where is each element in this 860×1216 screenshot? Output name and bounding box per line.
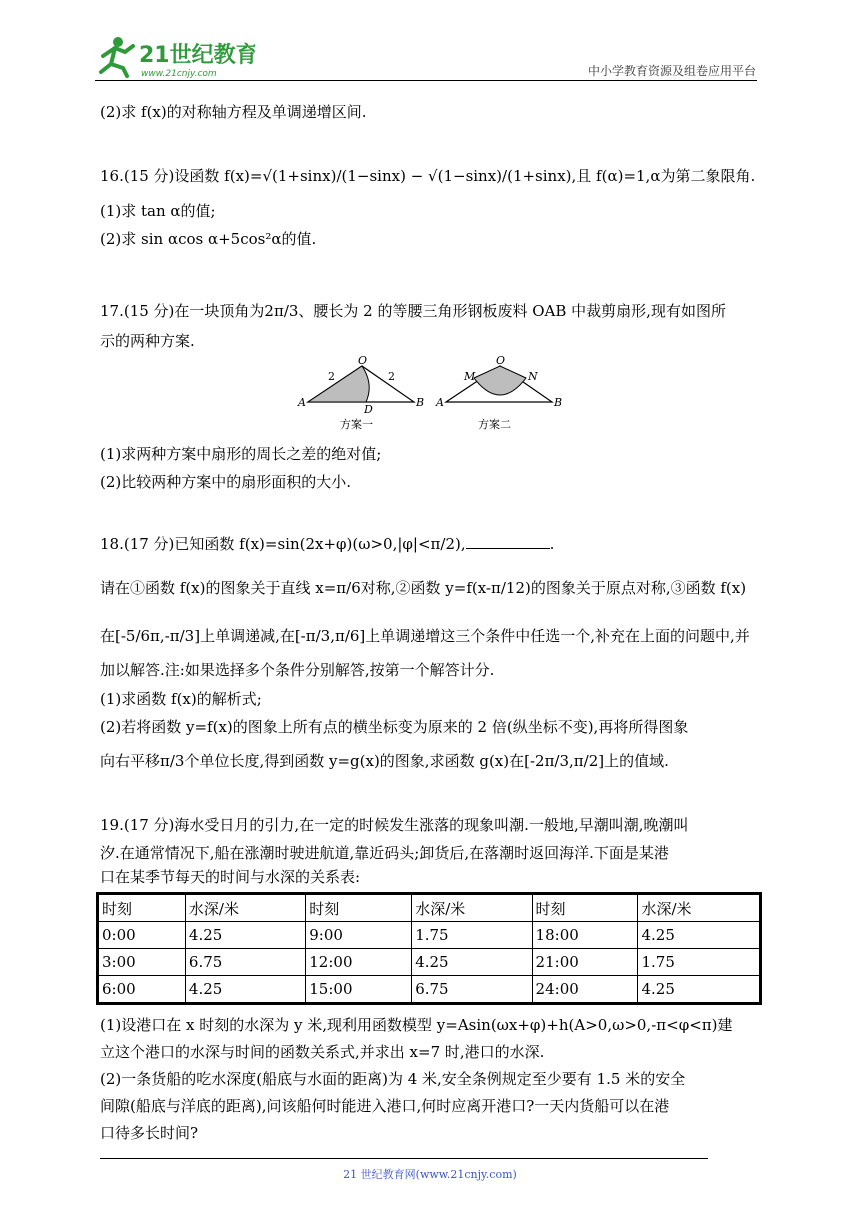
answer-blank bbox=[466, 534, 550, 549]
table-row: 0:00 4.25 9:00 1.75 18:00 4.25 bbox=[98, 922, 761, 949]
plan-two-figure bbox=[435, 356, 562, 431]
q16-stem: 16.(15 分)设函数 f(x)=√(1+sinx)/(1−sinx) − √(1−sinx)/(1+sinx),且 f(α)=1,α为第二象限角. bbox=[100, 167, 756, 185]
svg-text:B: B bbox=[554, 396, 563, 409]
table-row: 3:00 6.75 12:00 4.25 21:00 1.75 bbox=[98, 949, 761, 976]
q17-stem-cont: 示的两种方案. bbox=[100, 332, 195, 350]
q19-part1: (1)设港口在 x 时刻的水深为 y 米,现利用函数模型 y=Asin(ωx+φ)+h(A>0,ω>0,-π<φ<π)建 bbox=[100, 1016, 733, 1034]
q19-part2: (2)一条货船的吃水深度(船底与水面的距离)为 4 米,安全条例规定至少要有 1.5 米的安全 bbox=[100, 1070, 686, 1088]
q15-part2: (2)求 f(x)的对称轴方程及单调递增区间. bbox=[100, 103, 367, 121]
q18-conditions-cont: 在[-5/6π,-π/3]上单调递减,在[-π/3,π/6]上单调递增这三个条件中任选一个,补充在上面的问题中,并 bbox=[100, 627, 750, 645]
site-logo bbox=[95, 34, 255, 80]
logo-url: www.21cnjy.com bbox=[141, 69, 217, 79]
footer-divider bbox=[100, 1158, 708, 1159]
table-row: 时刻 水深/米 时刻 水深/米 时刻 水深/米 bbox=[98, 894, 761, 922]
svg-text:2: 2 bbox=[328, 370, 335, 383]
site-name: 中小学教育资源及组卷应用平台 bbox=[587, 64, 756, 78]
tide-table bbox=[96, 892, 762, 1005]
footer-link[interactable]: 21 世纪教育网(www.21cnjy.com) bbox=[343, 1168, 517, 1181]
header-divider bbox=[95, 80, 757, 81]
table-row: 6:00 4.25 15:00 6.75 24:00 4.25 bbox=[98, 976, 761, 1004]
q18-conditions: 请在①函数 f(x)的图象关于直线 x=π/6对称,②函数 y=f(x-π/12)的图象关于原点对称,③函数 f(x) bbox=[100, 579, 747, 597]
svg-text:O: O bbox=[496, 356, 506, 367]
q17-part1: (1)求两种方案中扇形的周长之差的绝对值; bbox=[100, 445, 382, 463]
q16-part1: (1)求 tan α的值; bbox=[100, 202, 216, 220]
svg-text:B: B bbox=[416, 396, 425, 409]
q19-stem: 19.(17 分)海水受日月的引力,在一定的时候发生涨落的现象叫潮.一般地,早潮叫潮,晚潮叫 bbox=[100, 816, 689, 834]
q18-note: 加以解答.注:如果选择多个条件分别解答,按第一个解答计分. bbox=[100, 661, 495, 679]
svg-text:2: 2 bbox=[388, 370, 395, 383]
q19-part2-cont2: 口待多长时间? bbox=[100, 1124, 199, 1142]
q17-part2: (2)比较两种方案中的扇形面积的大小. bbox=[100, 473, 352, 491]
q19-part2-cont: 间隙(船底与洋底的距离),问该船何时能进入港口,何时应离开港口?一天内货船可以在港 bbox=[100, 1097, 670, 1115]
q18-part1: (1)求函数 f(x)的解析式; bbox=[100, 690, 262, 708]
q18-stem: 18.(17 分)已知函数 f(x)=sin(2x+φ)(ω>0,|φ|<π/2), . bbox=[100, 535, 555, 553]
plan-one-label: 方案一 bbox=[340, 418, 373, 431]
logo-text: 21世纪教育 bbox=[139, 43, 255, 68]
svg-text:N: N bbox=[528, 370, 538, 383]
plan-one-figure bbox=[297, 356, 424, 431]
svg-text:M: M bbox=[464, 370, 476, 383]
svg-text:D: D bbox=[364, 403, 373, 416]
q19-stem-cont: 汐.在通常情况下,船在涨潮时驶进航道,靠近码头;卸货后,在落潮时返回海洋.下面是某港 bbox=[100, 844, 669, 862]
q16-part2: (2)求 sin αcos α+5cos²α的值. bbox=[100, 230, 317, 248]
q17-stem: 17.(15 分)在一块顶角为2π/3、腰长为 2 的等腰三角形钢板废料 OAB 中裁剪扇形,现有如图所 bbox=[100, 302, 726, 320]
q17-diagram bbox=[296, 356, 576, 440]
svg-text:A: A bbox=[436, 396, 444, 409]
q19-part1-cont: 立这个港口的水深与时间的函数关系式,并求出 x=7 时,港口的水深. bbox=[100, 1043, 545, 1061]
svg-text:A: A bbox=[298, 396, 306, 409]
plan-two-label: 方案二 bbox=[478, 418, 511, 431]
q18-part2-cont: 向右平移π/3个单位长度,得到函数 y=g(x)的图象,求函数 g(x)在[-2π/3,π/2]上的值域. bbox=[100, 752, 669, 770]
q18-part2: (2)若将函数 y=f(x)的图象上所有点的横坐标变为原来的 2 倍(纵坐标不变),再将所得图象 bbox=[100, 718, 689, 736]
runner-logo-icon bbox=[101, 37, 133, 76]
svg-text:O: O bbox=[358, 356, 368, 367]
q19-stem-cont2: 口在某季节每天的时间与水深的关系表: bbox=[100, 868, 361, 886]
